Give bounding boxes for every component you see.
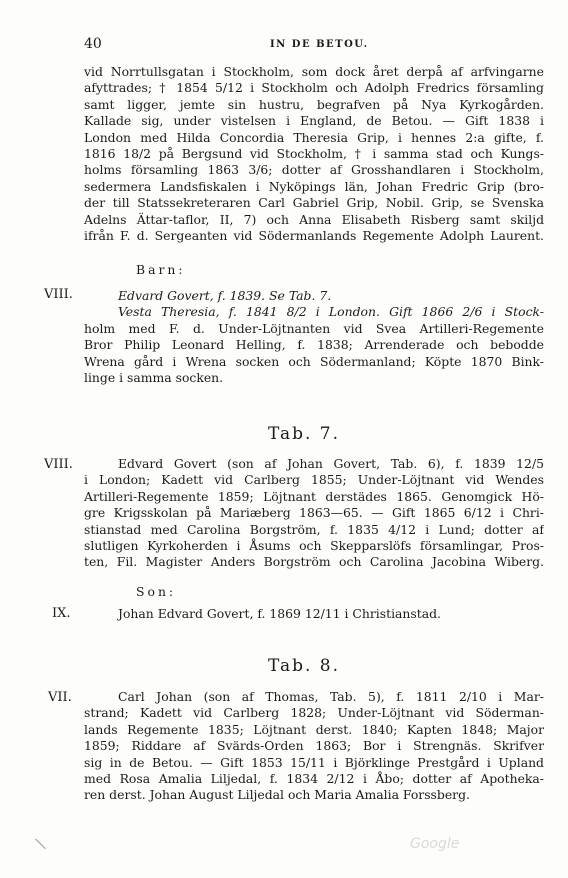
generation-number: VIII. — [44, 457, 73, 472]
page-header — [0, 34, 568, 54]
digitizer-watermark: Google — [410, 836, 460, 852]
generation-number: VII. — [48, 690, 72, 705]
child-entry: Vesta Theresia, f. 1841 8/2 i London. Gift 1866 2/6 i Stock- — [118, 304, 544, 320]
text-line: afyttrades; † 1854 5/12 i Stockholm och Adolph Fredrics församling — [84, 80, 544, 96]
child-entry: Edvard Govert, f. 1839. Se Tab. 7. — [118, 288, 332, 303]
text-line: ren derst. Johan August Liljedal och Maria Amalia Forssberg. — [84, 787, 470, 803]
text-line: stianstad med Carolina Borgström, f. 1835 4/12 i Lund; dotter af — [84, 521, 544, 537]
son-line: Johan Edvard Govert, f. 1869 12/11 i Christianstad. — [118, 606, 441, 621]
text-line: ifrån F. d. Sergeanten vid Södermanlands Regemente Adolph Laurent. — [84, 227, 544, 243]
son-label: Son: — [136, 584, 177, 599]
text-line: linge i samma socken. — [84, 369, 224, 385]
text-line: ten, Fil. Magister Anders Borgström och Carolina Jacobina Wiberg. — [84, 554, 544, 570]
children-section — [84, 262, 544, 278]
text-line: Adelns Ättar-taflor, II, 7) och Anna Elisabeth Risberg samt skiljd — [84, 211, 544, 227]
text-line: med Rosa Amalia Liljedal, f. 1834 2/12 i Åbo; dotter af Apotheka- — [84, 770, 544, 786]
text-line: strand; Kadett vid Carlberg 1828; Under-Löjtnant vid Söderman- — [84, 705, 544, 721]
tab8-entry — [84, 689, 544, 804]
text-line: samt ligger, jemte sin hustru, begrafven på Nya Kyrkogården. — [84, 96, 544, 112]
running-title: IN DE BETOU. — [270, 39, 369, 50]
text-line: 1816 18/2 på Bergsund vid Stockholm, † i samma stad och Kungs- — [84, 145, 544, 161]
tab7-entry — [84, 456, 544, 571]
children-label: Barn: — [136, 262, 186, 277]
text-line: i London; Kadett vid Carlberg 1855; Under-Löjtnant vid Wendes — [84, 472, 544, 488]
text-line: London med Hilda Concordia Theresia Grip, i hennes 2:a gifte, f. — [84, 129, 544, 145]
generation-number: VIII. — [44, 287, 73, 302]
text-line: Wrena gård i Wrena socken och Södermanland; Köpte 1870 Bink- — [84, 353, 544, 369]
text-line: Carl Johan (son af Thomas, Tab. 5), f. 1811 2/10 i Mar- — [118, 689, 544, 704]
page-number: 40 — [84, 36, 102, 52]
generation-number: IX. — [52, 606, 71, 621]
children-entries — [84, 288, 544, 386]
text-line: Edvard Govert (son af Johan Govert, Tab. 6), f. 1839 12/5 — [118, 456, 544, 471]
table-heading: Tab. 8. — [267, 656, 341, 676]
text-line: holm med F. d. Under-Löjtnanten vid Svea Artilleri-Regemente — [84, 320, 544, 336]
text-line: 1859; Riddare af Svärds-Orden 1863; Bor i Strengnäs. Skrifver — [84, 738, 544, 754]
text-line: Artilleri-Regemente 1859; Löjtnant derstädes 1865. Genomgick Hö- — [84, 488, 544, 504]
text-line: holms församling 1863 3/6; dotter af Grosshandlaren i Stockholm, — [84, 162, 544, 178]
son-section — [84, 584, 544, 600]
text-line: Kallade sig, under vistelsen i England, de Betou. — Gift 1838 i — [84, 113, 544, 129]
text-line: lands Regemente 1835; Löjtnant derst. 1840; Kapten 1848; Major — [84, 721, 544, 737]
text-line: der till Statssekreteraren Carl Gabriel Grip, Nobil. Grip, se Svenska — [84, 195, 544, 211]
son-entry — [84, 606, 544, 622]
text-line: Bror Philip Leonard Helling, f. 1838; Arrenderade och bebodde — [84, 337, 544, 353]
table-heading: Tab. 7. — [267, 424, 341, 444]
text-line: gre Krigsskolan på Mariæberg 1863—65. — Gift 1865 6/12 i Chri- — [84, 505, 544, 521]
text-line: slutligen Kyrkoherden i Åsums och Skepparslöfs församlingar, Pros- — [84, 537, 544, 553]
paragraph-continuation — [84, 64, 544, 244]
text-line: sig in de Betou. — Gift 1853 15/11 i Björklinge Prestgård i Upland — [84, 754, 544, 770]
scan-artifact-mark — [35, 829, 56, 850]
text-line: vid Norrtullsgatan i Stockholm, som dock året derpå af arfvingarne — [84, 64, 544, 79]
text-line: sedermera Landsfiskalen i Nyköpings län, Johan Fredric Grip (bro- — [84, 178, 544, 194]
